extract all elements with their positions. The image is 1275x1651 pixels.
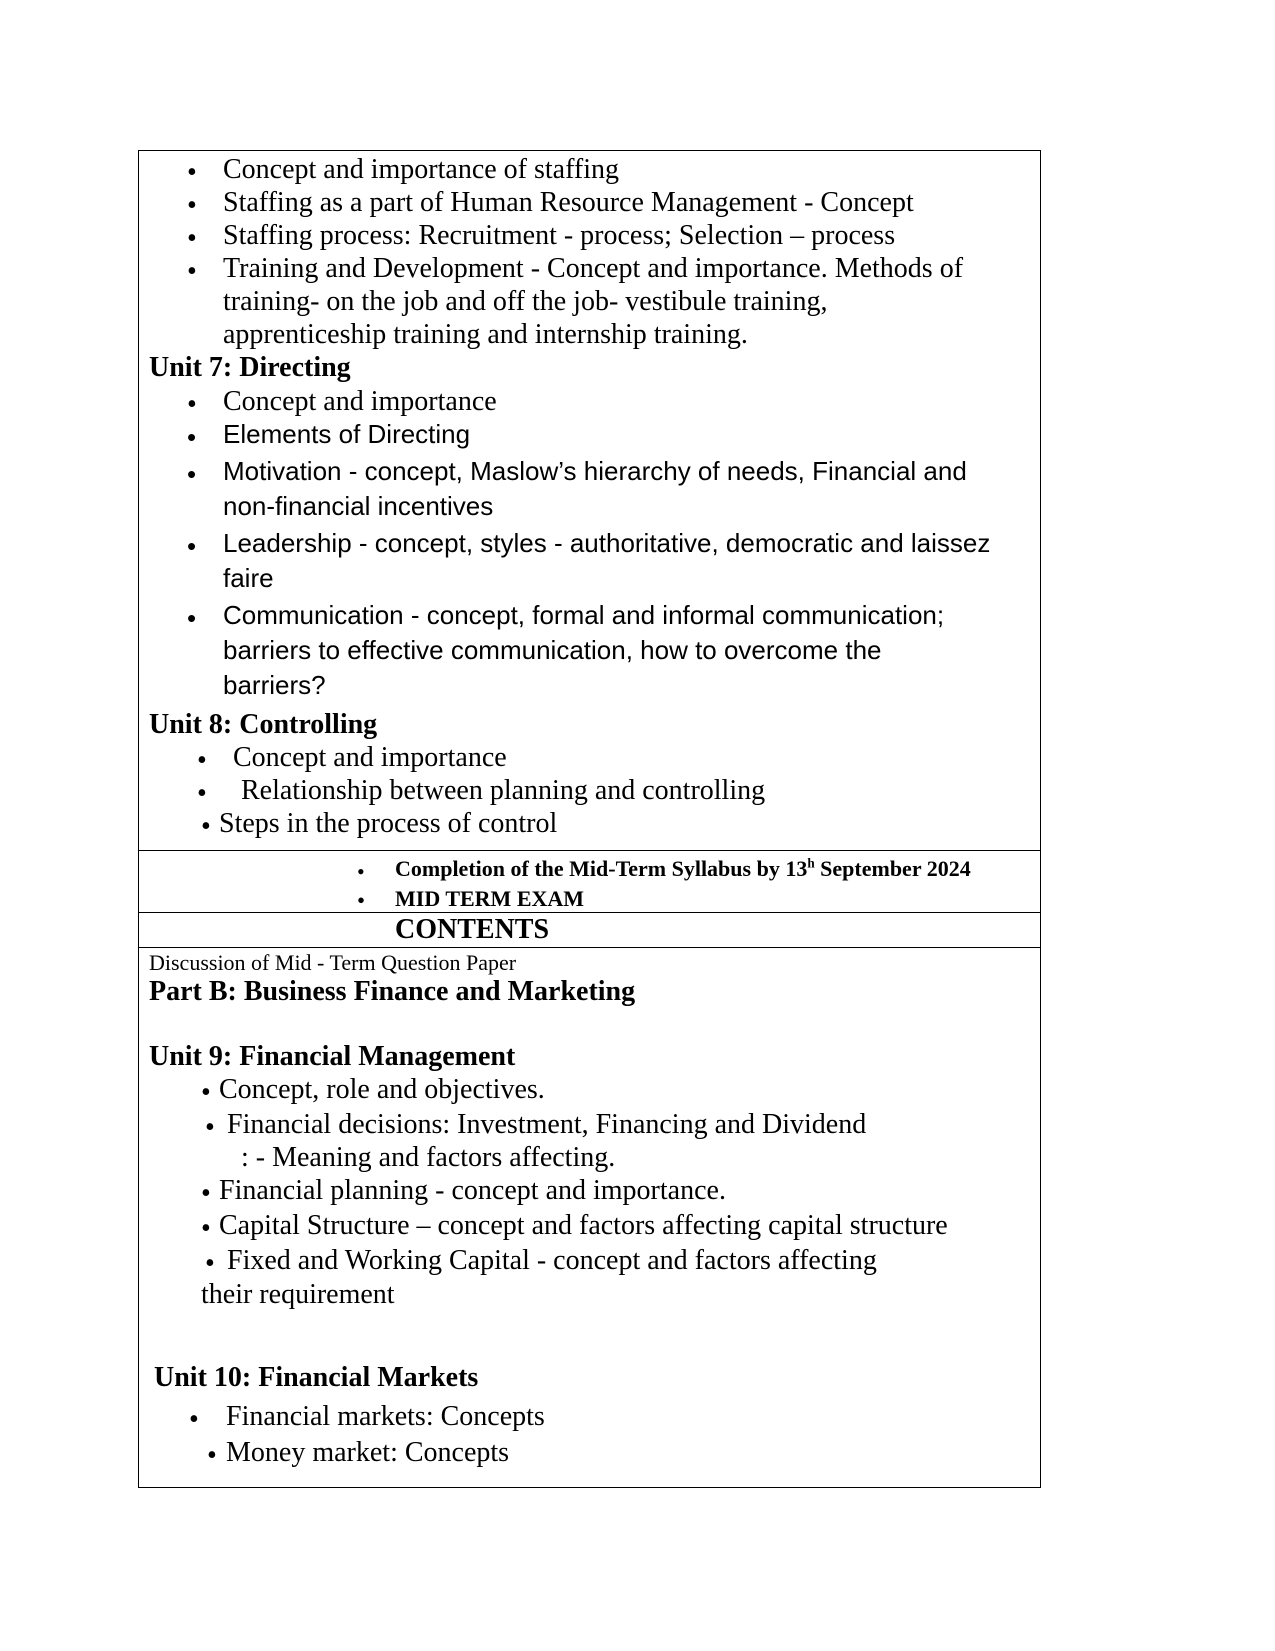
list-item-continuation: apprenticeship training and internship training. [223,319,748,350]
bullet: • [187,190,197,221]
ordinal-superscript: h [807,855,815,871]
list-item-continuation: their requirement [201,1279,395,1310]
bullet: • [189,1404,199,1435]
list-item-continuation: non-financial incentives [223,491,494,521]
list-item: Financial markets: Concepts [226,1401,545,1432]
list-item: Elements of Directing [223,419,471,449]
bullet: • [357,888,366,913]
bullet: • [205,1248,215,1279]
list-item: Training and Development - Concept and importance. Methods of [223,253,964,284]
list-item: Staffing process: Recruitment - process; Selection – process [223,220,896,251]
syllabus-section-part-b [138,947,1041,1488]
mid-term-exam-label: MID TERM EXAM [395,886,585,911]
completion-note [395,855,971,881]
list-item: Money market: Concepts [226,1437,510,1468]
syllabus-section-staffing-directing-controlling [138,150,1041,851]
contents-heading: CONTENTS [395,914,550,945]
unit-7-heading: Unit 7: Directing [149,352,351,383]
bullet: • [187,223,197,254]
mid-term-milestone-row [138,850,1041,913]
contents-row [138,912,1041,948]
discussion-note: Discussion of Mid - Term Question Paper [149,950,517,975]
list-item: Concept, role and objectives. [219,1074,545,1105]
completion-note-date: September 2024 [814,856,971,881]
list-item: Motivation - concept, Maslow’s hierarchy of needs, Financial and [223,456,967,486]
bullet: • [207,1440,217,1471]
part-b-heading: Part B: Business Finance and Marketing [149,976,636,1007]
bullet: • [357,859,365,884]
bullet: • [197,778,207,809]
list-item: Concept and importance [233,742,507,773]
bullet: • [187,422,197,452]
bullet: • [187,389,197,420]
list-item: Communication - concept, formal and informal communication; [223,600,945,630]
completion-note-text: Completion of the Mid-Term Syllabus by 13 [395,856,808,881]
list-item: Financial planning - concept and importance. [219,1175,726,1206]
list-item: Relationship between planning and controlling [241,775,766,806]
list-item-continuation: : - Meaning and factors affecting. [241,1142,616,1173]
list-item: Steps in the process of control [219,808,558,839]
bullet: • [201,1213,211,1244]
unit-10-heading: Unit 10: Financial Markets [154,1362,479,1393]
bullet: • [201,811,211,842]
list-item: Concept and importance [223,386,497,417]
bullet: • [187,531,197,561]
unit-9-heading: Unit 9: Financial Management [149,1041,516,1072]
bullet: • [187,157,197,188]
list-item-continuation: faire [223,563,274,593]
list-item-continuation: barriers? [223,670,326,700]
list-item: Fixed and Working Capital - concept and factors affecting [227,1245,877,1276]
list-item: Financial decisions: Investment, Financing and Dividend [227,1109,867,1140]
bullet: • [187,256,197,287]
list-item: Concept and importance of staffing [223,154,620,185]
list-item: Staffing as a part of Human Resource Management - Concept [223,187,914,218]
unit-8-heading: Unit 8: Controlling [149,709,378,740]
bullet: • [187,603,197,633]
list-item: Capital Structure – concept and factors affecting capital structure [219,1210,948,1241]
bullet: • [187,459,197,489]
list-item-continuation: training- on the job and off the job- vestibule training, [223,286,828,317]
list-item-continuation: barriers to effective communication, how to overcome the [223,635,882,665]
bullet: • [201,1077,211,1108]
bullet: • [205,1112,215,1143]
bullet: • [201,1178,211,1209]
list-item: Leadership - concept, styles - authoritative, democratic and laissez [223,528,991,558]
bullet: • [197,745,207,776]
